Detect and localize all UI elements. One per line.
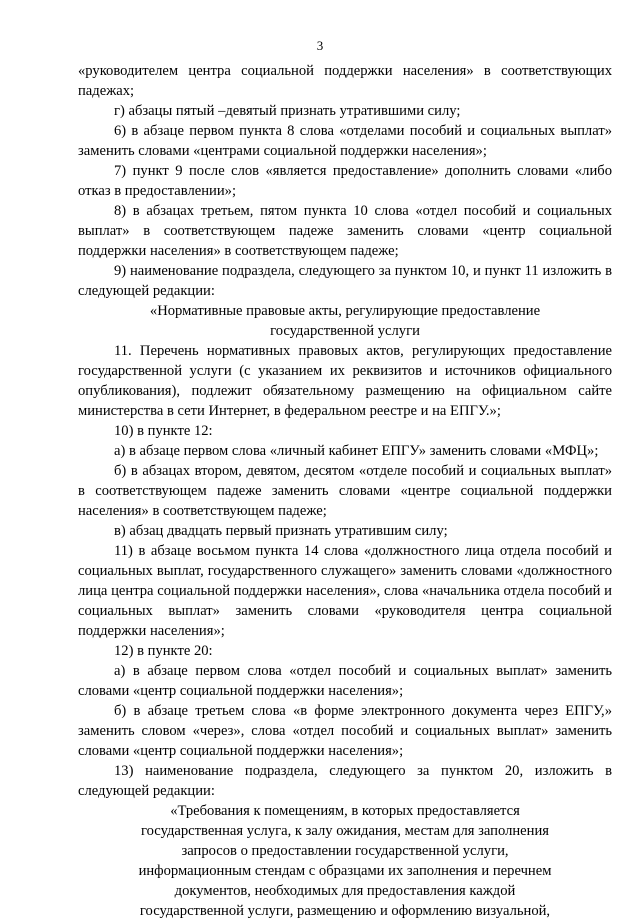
paragraph: 13) наименование подраздела, следующего за пунктом 20, изложить в следующей редакции: bbox=[78, 763, 612, 799]
paragraph: 11) в абзаце восьмом пункта 14 слова «должностного лица отдела пособий и социальных выплат, государственного служащего» заменить словами «должностного лица центра социальной поддержки населения», слова «начальника отдела пособий и социальных выплат» заменить словами «руководителя центра социальной поддержки населения»; bbox=[78, 543, 612, 639]
paragraph: 9) наименование подраздела, следующего за пунктом 10, и пункт 11 изложить в следующей редакции: bbox=[78, 263, 612, 299]
paragraph: в) абзац двадцать первый признать утратившим силу; bbox=[114, 523, 448, 539]
subsection-heading: «Требования к помещениям, в которых предоставляется государственная услуга, к залу ожидания, местам для заполнения запросов о предоставлении государственной услуги, информационным стендам с образцами их заполнения и перечнем документов, необходимых для предоставления каждой государственной услуги, размещению и оформлению визуальной, bbox=[138, 803, 552, 919]
paragraph: 10) в пункте 12: bbox=[114, 423, 213, 439]
paragraph: 7) пункт 9 после слов «является предоставление» дополнить словами «либо отказ в предоставлении»; bbox=[78, 163, 612, 199]
paragraph: а) в абзаце первом слова «личный кабинет ЕПГУ» заменить словами «МФЦ»; bbox=[114, 443, 599, 459]
paragraph: 11. Перечень нормативных правовых актов, регулирующих предоставление государственной услуги (с указанием их реквизитов и источников официального опубликования), подлежит обязательному размещению на официальном сайте министерства в сети Интернет, в федеральном реестре и на ЕПГУ.»; bbox=[78, 343, 612, 419]
paragraph: 12) в пункте 20: bbox=[114, 643, 213, 659]
paragraph: а) в абзаце первом слова «отдел пособий и социальных выплат» заменить словами «центр социальной поддержки населения»; bbox=[78, 663, 612, 699]
paragraph: 6) в абзаце первом пункта 8 слова «отделами пособий и социальных выплат» заменить словами «центрами социальной поддержки населения»; bbox=[78, 123, 612, 159]
paragraph: «руководителем центра социальной поддержки населения» в соответствующих падежах; bbox=[78, 63, 612, 99]
paragraph: 8) в абзацах третьем, пятом пункта 10 слова «отдел пособий и социальных выплат» в соответствующем падеже заменить словами «центр социальной поддержки населения» в соответствующем падеже; bbox=[78, 203, 612, 259]
document-body bbox=[78, 61, 612, 921]
subsection-heading: «Нормативные правовые акты, регулирующие предоставление государственной услуги bbox=[149, 303, 541, 339]
paragraph: б) в абзацах втором, девятом, десятом «отделе пособий и социальных выплат» в соответствующем падеже заменить словами «центре социальной поддержки населения» в соответствующем падеже; bbox=[78, 463, 612, 519]
page-number: 3 bbox=[316, 38, 324, 53]
paragraph: г) абзацы пятый –девятый признать утратившими силу; bbox=[114, 103, 461, 119]
paragraph: б) в абзаце третьем слова «в форме электронного документа через ЕПГУ,» заменить словом «через», слова «отдел пособий и социальных выплат» заменить словами «центр социальной поддержки населения»; bbox=[78, 703, 612, 759]
